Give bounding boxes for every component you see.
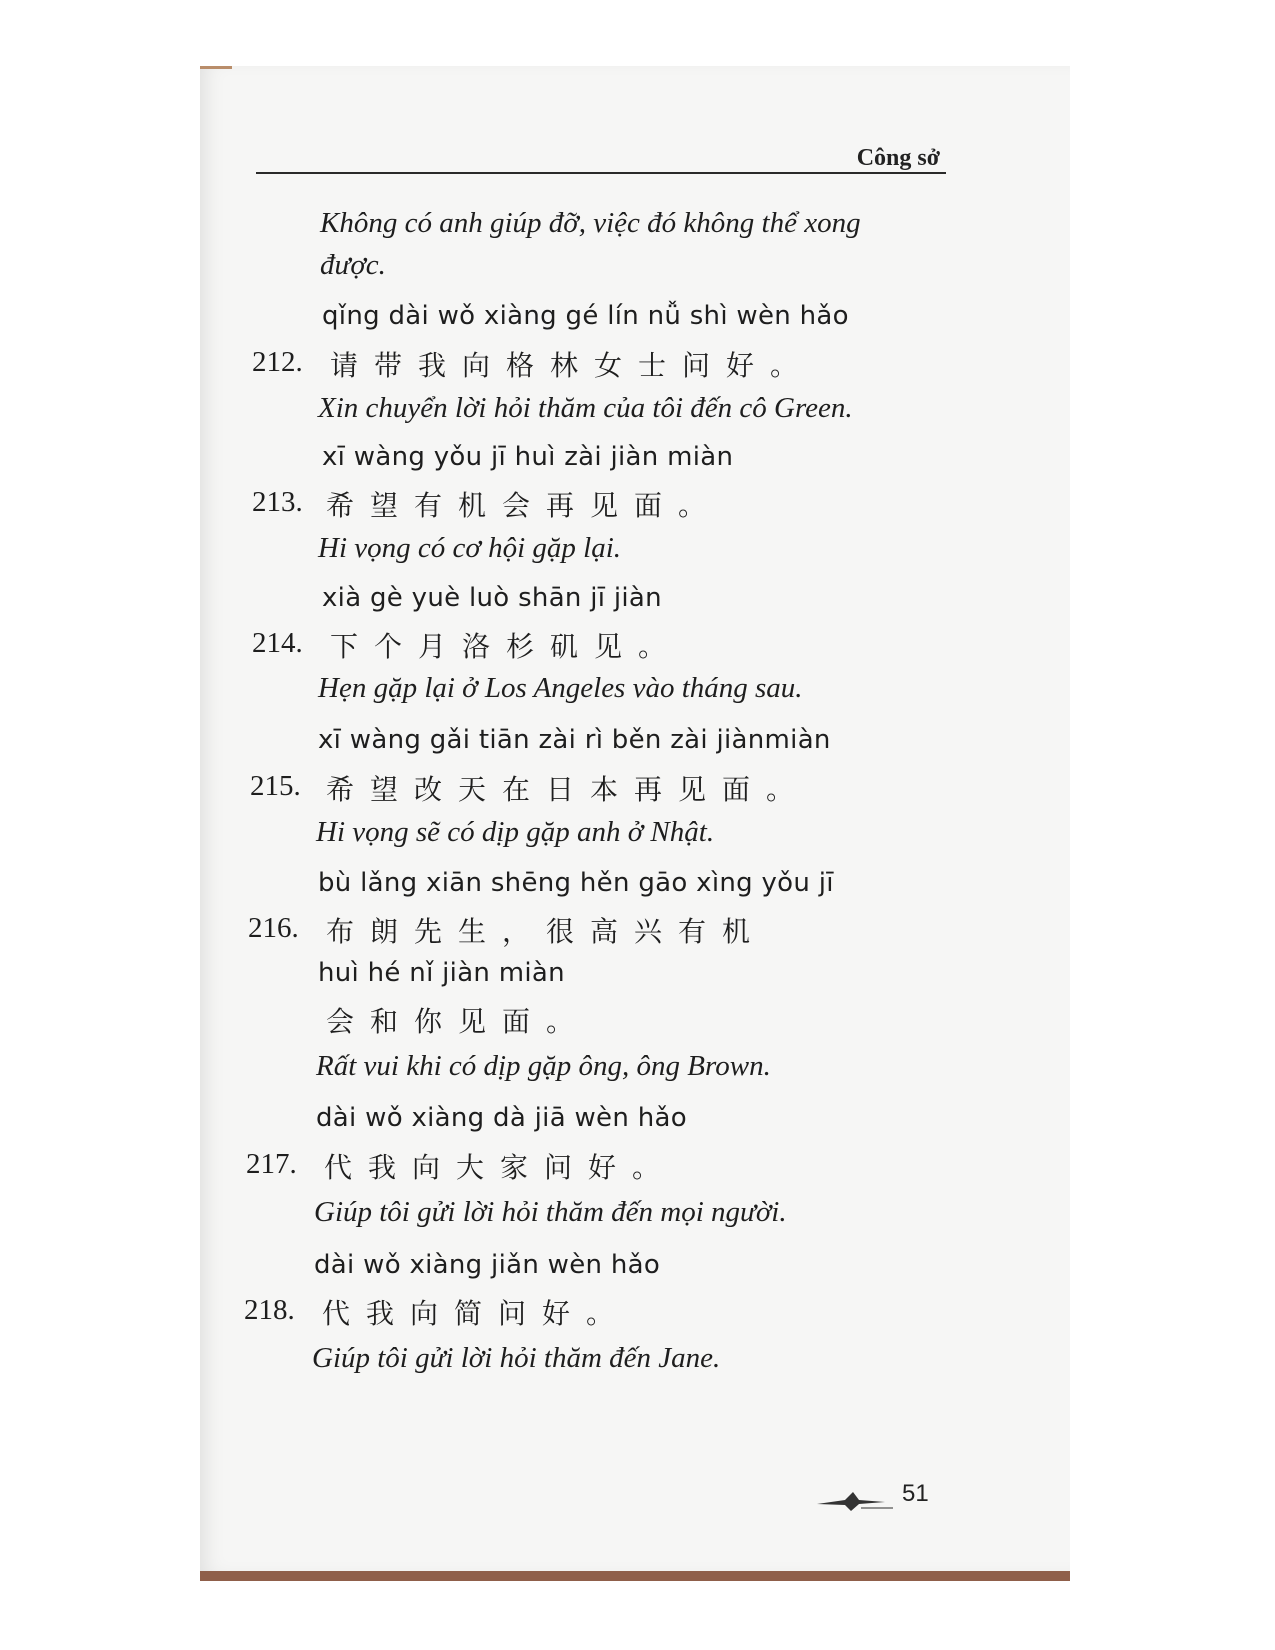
entry-214-number: 214. [252, 627, 303, 659]
footer-ornament-icon [815, 1484, 895, 1514]
entry-213-translation: Hi vọng có cơ hội gặp lại. [318, 532, 622, 564]
entry-216-number: 216. [248, 912, 299, 944]
entry-215-number: 215. [250, 770, 301, 802]
entry-217-hanzi: 代我向大家问好。 [324, 1151, 677, 1184]
entry-215-hanzi: 希望改天在日本再见面。 [326, 773, 811, 806]
entry-217-number: 217. [246, 1148, 297, 1180]
entry-214-pinyin: xià gè yuè luò shān jī jiàn [322, 583, 662, 613]
entry-212-translation: Xin chuyển lời hỏi thăm của tôi đến cô Green. [318, 392, 853, 424]
page-edge-bottom [200, 1571, 1070, 1581]
intro-translation-line-2: được. [320, 249, 386, 281]
page-edge-top [200, 66, 232, 69]
entry-213-number: 213. [252, 486, 303, 518]
entry-218-number: 218. [244, 1294, 295, 1326]
entry-216-hanzi: 布朗先生，很高兴有机 [326, 915, 767, 948]
entry-218-translation: Giúp tôi gửi lời hỏi thăm đến Jane. [312, 1342, 721, 1374]
page-number: 51 [902, 1480, 929, 1507]
entry-214-translation: Hẹn gặp lại ở Los Angeles vào tháng sau. [318, 672, 803, 704]
entry-216-hanzi-cont: 会和你见面。 [326, 1005, 591, 1038]
entry-216-translation: Rất vui khi có dịp gặp ông, ông Brown. [316, 1050, 771, 1082]
entry-212-pinyin: qǐng dài wǒ xiàng gé lín nǚ shì wèn hǎo [322, 301, 849, 331]
entry-218-hanzi: 代我向简问好。 [322, 1297, 631, 1330]
entry-214-hanzi: 下个月洛杉矶见。 [330, 630, 683, 663]
entry-216-pinyin: bù lǎng xiān shēng hěn gāo xìng yǒu jī [318, 868, 834, 898]
entry-218-pinyin: dài wǒ xiàng jiǎn wèn hǎo [314, 1250, 661, 1280]
entry-215-pinyin: xī wàng gǎi tiān zài rì běn zài jiànmiàn [318, 725, 831, 755]
header-rule [256, 172, 946, 174]
entry-217-pinyin: dài wǒ xiàng dà jiā wèn hǎo [316, 1103, 687, 1133]
entry-215-translation: Hi vọng sẽ có dịp gặp anh ở Nhật. [316, 816, 715, 848]
entry-217-translation: Giúp tôi gửi lời hỏi thăm đến mọi người. [314, 1196, 787, 1228]
entry-213-pinyin: xī wàng yǒu jī huì zài jiàn miàn [322, 442, 734, 472]
running-header-title: Công sở [856, 145, 940, 171]
intro-translation-line-1: Không có anh giúp đỡ, việc đó không thể xong [320, 207, 861, 239]
entry-213-hanzi: 希望有机会再见面。 [326, 489, 723, 522]
entry-212-number: 212. [252, 346, 303, 378]
entry-216-pinyin-cont: huì hé nǐ jiàn miàn [318, 958, 565, 988]
entry-212-hanzi: 请带我向格林女士问好。 [330, 349, 815, 382]
